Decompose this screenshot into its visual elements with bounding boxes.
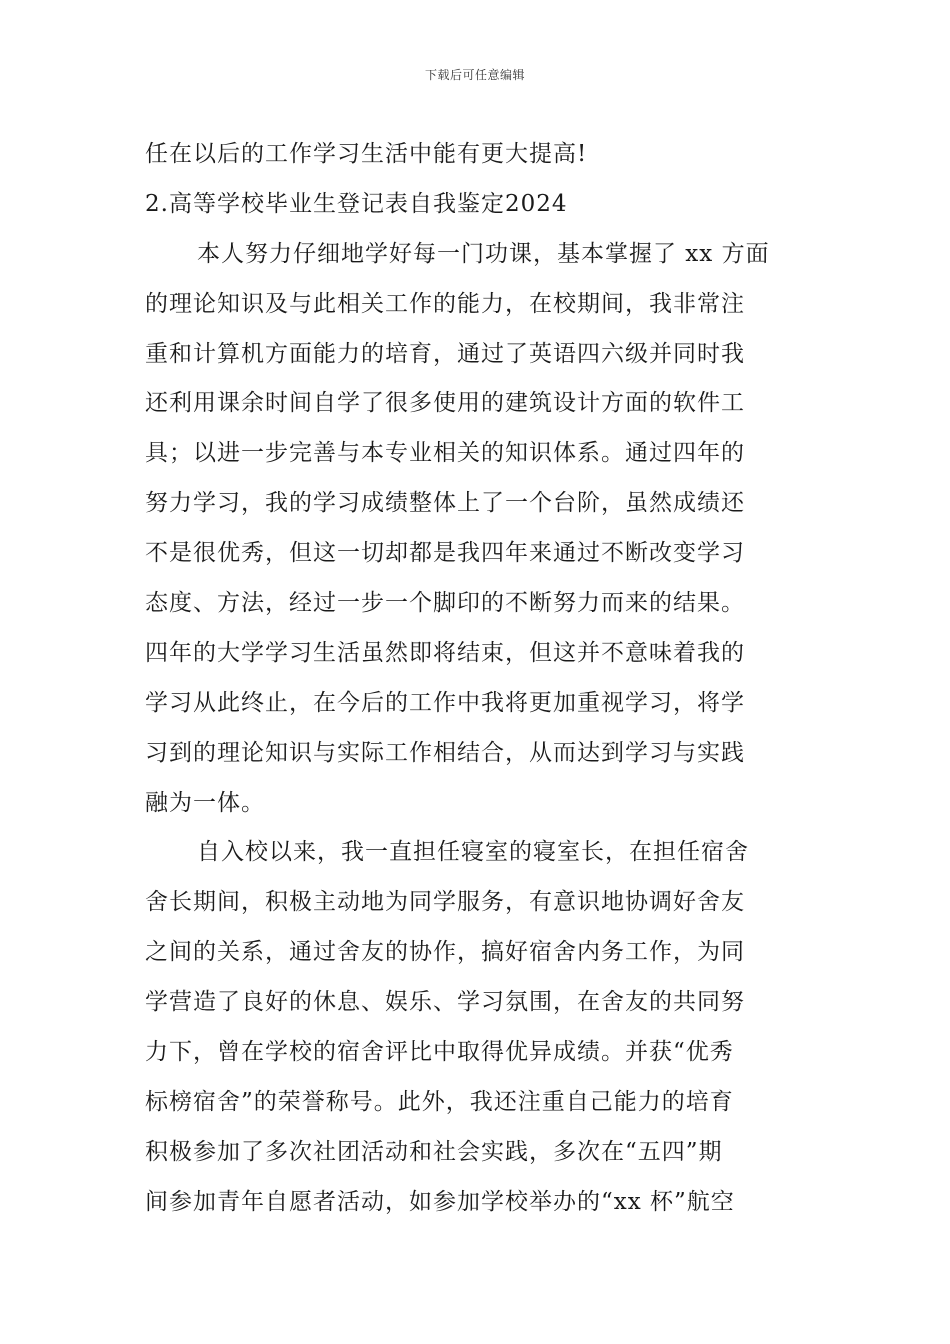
text-line: 舍长期间，积极主动地为同学服务，有意识地协调好舍友: [145, 889, 745, 916]
text-line: 积极参加了多次社团活动和社会实践，多次在“五四”期: [145, 1138, 723, 1165]
page-header: 下载后可任意编辑: [424, 68, 525, 82]
text-line: 还利用课余时间自学了很多使用的建筑设计方面的软件工: [145, 390, 745, 417]
text-line: 标榜宿舍”的荣誉称号。此外，我还注重自己能力的培育: [145, 1088, 734, 1115]
text-line: 任在以后的工作学习生活中能有更大提高!: [145, 141, 588, 167]
text-line: 间参加青年自愿者活动，如参加学校举办的“xx 杯”航空: [145, 1188, 735, 1215]
text-line: 努力学习，我的学习成绩整体上了一个台阶，虽然成绩还: [145, 490, 745, 517]
text-line: 融为一体。: [145, 789, 265, 816]
text-line: 重和计算机方面能力的培育，通过了英语四六级并同时我: [145, 340, 745, 367]
text-line: 学习从此终止，在今后的工作中我将更加重视学习，将学: [145, 689, 745, 716]
text-line: 力下，曾在学校的宿舍评比中取得优异成绩。并获“优秀: [145, 1039, 734, 1066]
section-heading: 2.高等学校毕业生登记表自我鉴定2024: [145, 190, 568, 217]
text-line: 之间的关系，通过舍友的协作，搞好宿舍内务工作，为同: [145, 939, 745, 966]
text-line: 不是很优秀，但这一切却都是我四年来通过不断改变学习: [145, 540, 745, 567]
text-line: 态度、方法，经过一步一个脚印的不断努力而来的结果。: [145, 590, 745, 617]
text-line: 习到的理论知识与实际工作相结合，从而达到学习与实践: [145, 739, 745, 766]
text-line: 的理论知识及与此相关工作的能力，在校期间，我非常注: [145, 290, 745, 317]
paragraph-first-line: 自入校以来，我一直担任寝室的寝室长，在担任宿舍: [197, 839, 749, 866]
text-line: 学营造了良好的休息、娱乐、学习氛围，在舍友的共同努: [145, 989, 745, 1016]
text-line: 具；以进一步完善与本专业相关的知识体系。通过四年的: [145, 440, 745, 467]
paragraph-first-line: 本人努力仔细地学好每一门功课，基本掌握了 xx 方面: [197, 240, 770, 267]
document-body: [145, 130, 810, 1228]
text-line: 四年的大学学习生活虽然即将结束，但这并不意味着我的: [145, 639, 745, 666]
